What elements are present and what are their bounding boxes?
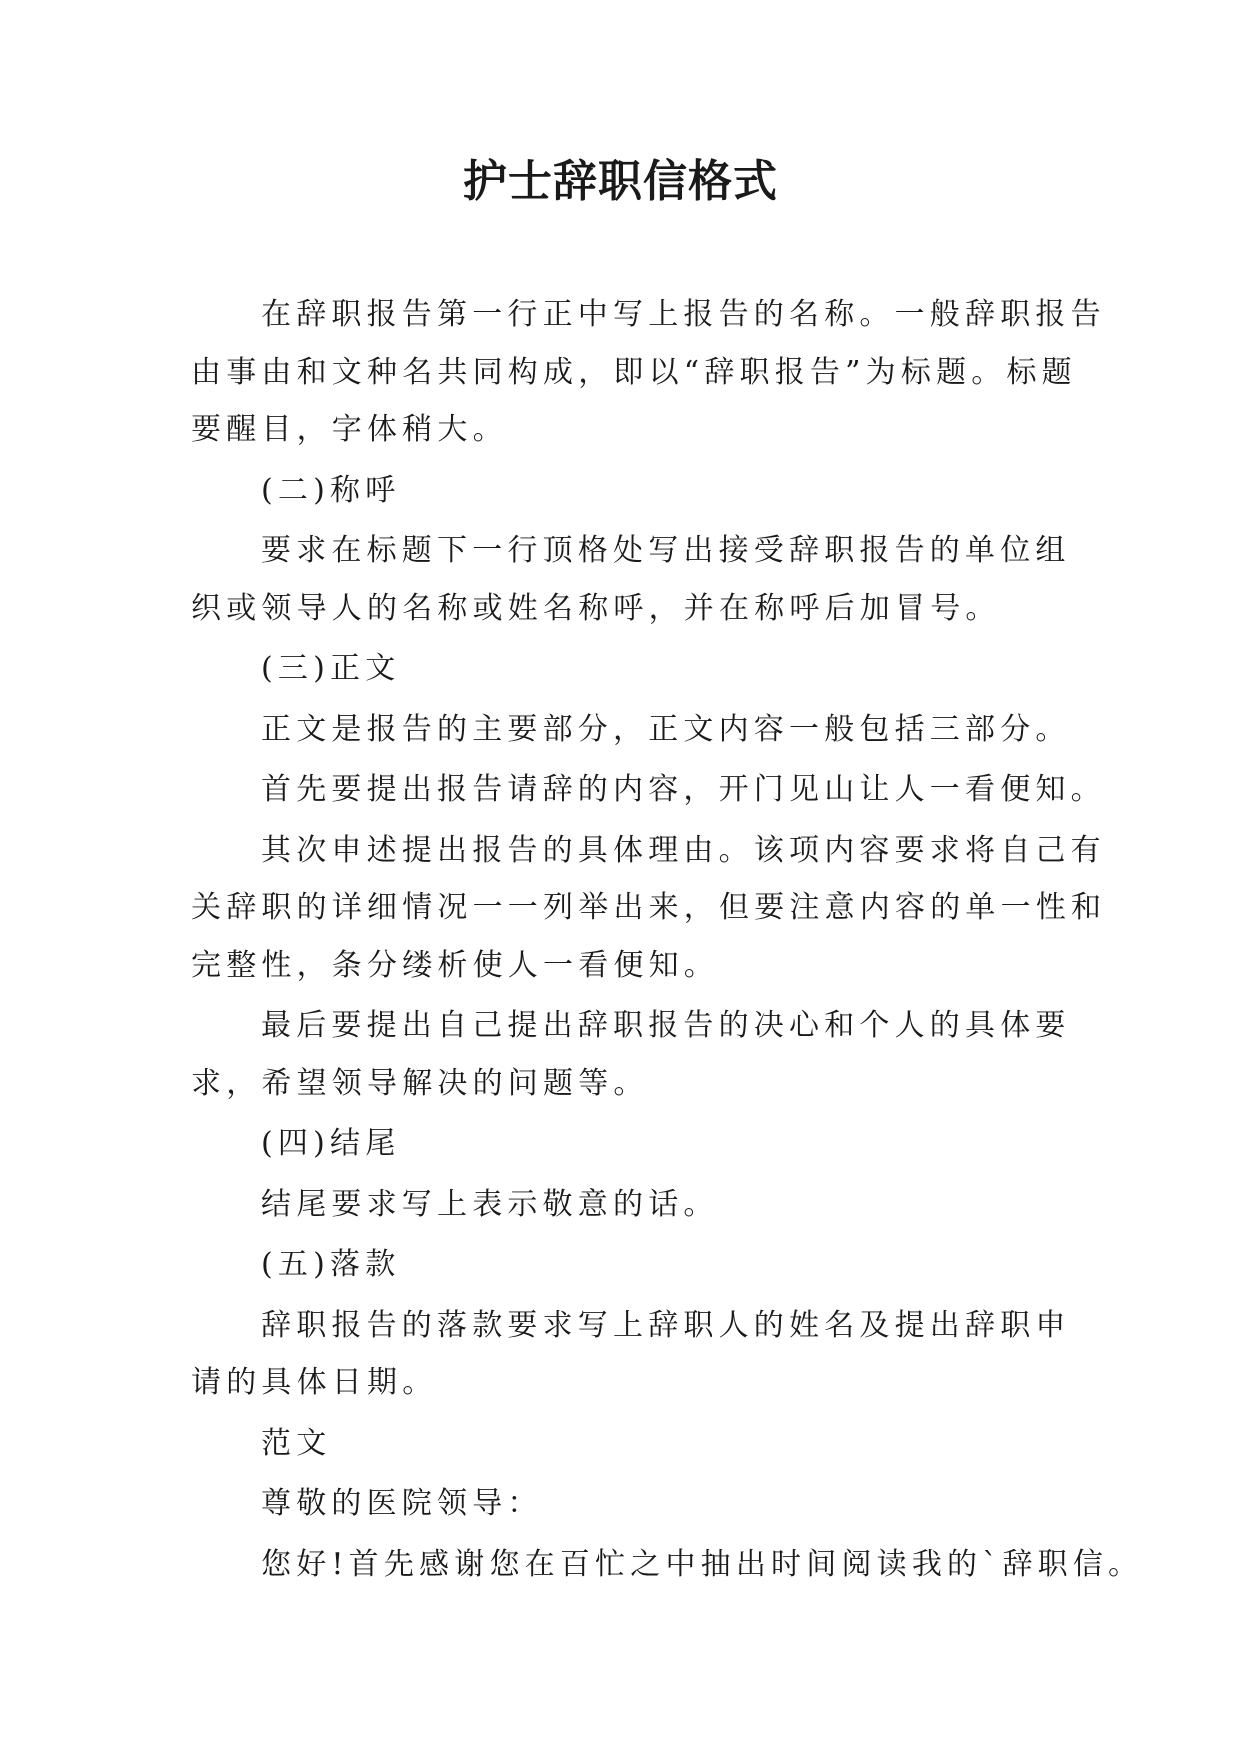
- body-paragraph: [191, 1475, 1051, 1533]
- paragraph-line: (三)正文: [261, 651, 401, 686]
- body-paragraph: [191, 1536, 1144, 1594]
- body-paragraph: [191, 1415, 1051, 1473]
- paragraph-line: 在辞职报告第一行正中写上报告的名称。一般辞职报告: [261, 297, 1106, 332]
- body-paragraph: [191, 822, 1107, 995]
- paragraph-line: 要醒目，字体稍大。: [191, 412, 508, 447]
- paragraph-line: 您好!首先感谢您在百忙之中抽出时间阅读我的`辞职信。: [261, 1546, 1144, 1582]
- body-paragraph: [191, 640, 1051, 698]
- paragraph-line: (四)结尾: [261, 1126, 401, 1161]
- paragraph-line: 由事由和文种名共同构成，即以“辞职报告”为标题。标题: [191, 354, 1077, 390]
- paragraph-line: 最后要提出自己提出辞职报告的决心和个人的具体要: [261, 1008, 1071, 1043]
- paragraph-line: 完整性，条分缕析使人一看便知。: [191, 947, 719, 983]
- body-paragraph: [191, 701, 1071, 759]
- paragraph-line: 其次申述提出报告的具体理由。该项内容要求将自己有: [261, 832, 1106, 868]
- paragraph-line: 请的具体日期。: [191, 1365, 438, 1400]
- body-paragraph: [191, 522, 1071, 637]
- body-paragraph: [191, 997, 1071, 1112]
- body-paragraph: [191, 1236, 1051, 1294]
- body-paragraph: [191, 462, 1051, 520]
- body-paragraph: [191, 1297, 1071, 1412]
- document-body: [191, 286, 1144, 1596]
- paragraph-line: 织或领导人的名称或姓名称呼，并在称呼后加冒号。: [191, 590, 1001, 626]
- document-title: 护士辞职信格式: [463, 156, 778, 207]
- paragraph-line: 要求在标题下一行顶格处写出接受辞职报告的单位组: [261, 533, 1071, 568]
- paragraph-line: (二)称呼: [261, 472, 401, 508]
- body-paragraph: [191, 761, 1106, 819]
- body-paragraph: [191, 1176, 1051, 1234]
- paragraph-line: (五)落款: [261, 1247, 401, 1282]
- paragraph-line: 求，希望领导解决的问题等。: [191, 1065, 649, 1101]
- paragraph-line: 关辞职的详细情况一一列举出来，但要注意内容的单一性和: [191, 890, 1107, 925]
- body-paragraph: [191, 286, 1106, 459]
- paragraph-line: 首先要提出报告请辞的内容，开门见山让人一看便知。: [261, 772, 1106, 807]
- paragraph-line: 正文是报告的主要部分，正文内容一般包括三部分。: [261, 711, 1071, 747]
- body-paragraph: [191, 1115, 1051, 1173]
- paragraph-line: 尊敬的医院领导：: [261, 1486, 543, 1521]
- paragraph-line: 辞职报告的落款要求写上辞职人的姓名及提出辞职申: [261, 1307, 1071, 1343]
- paragraph-line: 结尾要求写上表示敬意的话。: [261, 1186, 719, 1222]
- paragraph-line: 范文: [261, 1425, 332, 1461]
